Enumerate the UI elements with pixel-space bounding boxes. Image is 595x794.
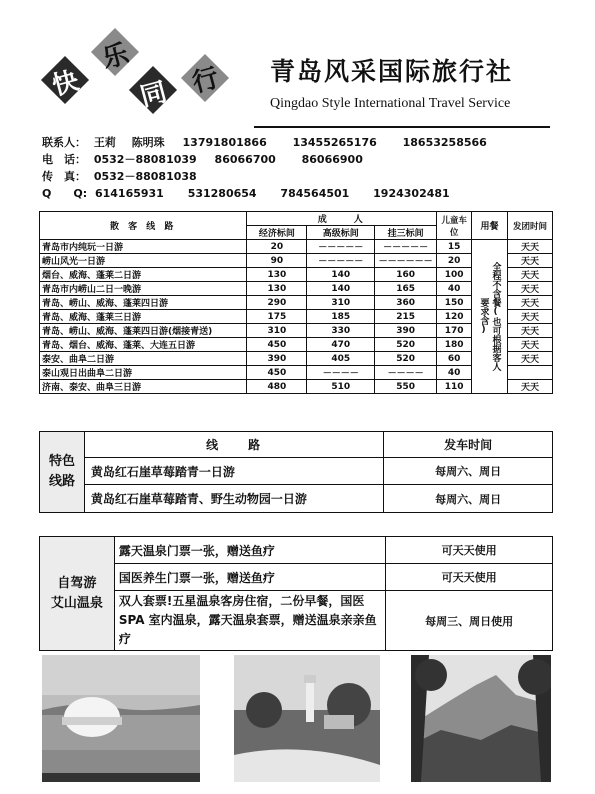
contact-label: 电 话： <box>42 153 86 166</box>
side-label-line: 自驾游 <box>57 575 97 591</box>
featured-header-time: 发车时间 <box>384 432 553 458</box>
side-label-line: 艾山温泉 <box>50 595 103 611</box>
contact-value: 1924302481 <box>373 187 450 200</box>
company-name-en: Qingdao Style International Travel Service <box>270 96 511 111</box>
price-three-star: －－－－－－ <box>375 254 437 268</box>
header-child: 儿童车位 <box>437 212 472 240</box>
price-premium: 470 <box>307 338 375 352</box>
departure-time: 天天 <box>508 254 553 268</box>
price-economy: 130 <box>247 268 307 282</box>
logo-char: 行 <box>189 63 223 99</box>
price-economy: 20 <box>247 240 307 254</box>
contact-phone <box>42 151 363 167</box>
logo-char: 乐 <box>99 39 133 75</box>
header-three-star: 挂三标间 <box>375 226 437 240</box>
header-departure: 发团时间 <box>508 212 553 240</box>
header-premium: 高级标间 <box>307 226 375 240</box>
photo-mountain <box>411 655 551 782</box>
self-drive-side-label <box>40 537 115 651</box>
contact-label: 传 真： <box>42 170 86 183</box>
price-premium: －－－－－ <box>307 254 375 268</box>
featured-routes-table <box>39 431 553 513</box>
contact-value: 0532－88081038 <box>93 170 197 183</box>
price-premium: 510 <box>307 380 375 394</box>
route-name: 崂山风光一日游 <box>40 254 247 268</box>
price-economy: 310 <box>247 324 307 338</box>
departure-time: 天天 <box>508 352 553 366</box>
price-economy: 290 <box>247 296 307 310</box>
price-economy: 450 <box>247 338 307 352</box>
contact-value: 614165931 <box>94 187 164 200</box>
price-child: 110 <box>437 380 472 394</box>
price-economy: 390 <box>247 352 307 366</box>
price-three-star: －－－－ <box>375 366 437 380</box>
photo-bay-dome <box>42 655 200 782</box>
contact-value: 13455265176 <box>292 136 377 149</box>
featured-route: 黄岛红石崖草莓踏青一日游 <box>84 458 383 485</box>
route-name: 青岛、崂山、威海、蓬莱四日游 <box>40 296 247 310</box>
price-three-star: 520 <box>375 338 437 352</box>
price-economy: 90 <box>247 254 307 268</box>
featured-header-route: 线 路 <box>84 432 383 458</box>
contact-value: 13791801866 <box>182 136 267 149</box>
departure-time: 天天 <box>508 338 553 352</box>
contact-value: 王莉 <box>93 136 116 149</box>
departure-time: 天天 <box>508 282 553 296</box>
side-label-line: 线路 <box>48 474 75 489</box>
price-child: 150 <box>437 296 472 310</box>
price-economy: 175 <box>247 310 307 324</box>
price-economy: 130 <box>247 282 307 296</box>
price-child: 120 <box>437 310 472 324</box>
price-three-star: 360 <box>375 296 437 310</box>
departure-time: 天天 <box>508 268 553 282</box>
departure-time: 天天 <box>508 380 553 394</box>
self-drive-desc: 露天温泉门票一张，赠送鱼疗 <box>114 537 385 564</box>
self-drive-time: 可天天使用 <box>386 537 553 564</box>
price-economy: 450 <box>247 366 307 380</box>
price-child: 20 <box>437 254 472 268</box>
route-name: 青岛市内纯玩一日游 <box>40 240 247 254</box>
contact-value: 0532－88081039 <box>93 153 197 166</box>
meal-note <box>472 240 508 394</box>
contact-label: 联系人： <box>42 136 86 149</box>
price-three-star: 160 <box>375 268 437 282</box>
price-three-star: 520 <box>375 352 437 366</box>
header-route: 散 客 线 路 <box>40 212 247 240</box>
self-drive-desc: 国医养生门票一张，赠送鱼疗 <box>114 564 385 591</box>
price-premium: 140 <box>307 282 375 296</box>
company-name-cn: 青岛风采国际旅行社 <box>270 57 514 86</box>
price-economy: 480 <box>247 380 307 394</box>
price-premium: －－－－ <box>307 366 375 380</box>
route-name: 青岛、威海、蓬莱三日游 <box>40 310 247 324</box>
featured-time: 每周六、周日 <box>384 458 553 485</box>
departure-time: 天天 <box>508 310 553 324</box>
departure-time: 天天 <box>508 296 553 310</box>
route-name: 泰山观日出曲阜二日游 <box>40 366 247 380</box>
price-premium: 140 <box>307 268 375 282</box>
featured-side-label <box>40 432 85 513</box>
price-premium: －－－－－ <box>307 240 375 254</box>
price-premium: 185 <box>307 310 375 324</box>
price-child: 100 <box>437 268 472 282</box>
contact-value: 86066700 <box>214 153 276 166</box>
price-child: 40 <box>437 282 472 296</box>
contact-value: 86066900 <box>301 153 363 166</box>
self-drive-time: 可天天使用 <box>386 564 553 591</box>
header-adult: 成 人 <box>247 212 437 226</box>
logo-char: 同 <box>137 77 171 113</box>
header-economy: 经济标间 <box>247 226 307 240</box>
price-three-star: －－－－－ <box>375 240 437 254</box>
contact-value: 陈明珠 <box>131 136 165 149</box>
departure-time <box>508 366 553 380</box>
price-child: 60 <box>437 352 472 366</box>
route-name: 烟台、威海、蓬莱二日游 <box>40 268 247 282</box>
contact-qq <box>42 185 450 201</box>
contact-value: 531280654 <box>187 187 257 200</box>
contact-fax <box>42 168 197 184</box>
price-child: 170 <box>437 324 472 338</box>
price-premium: 405 <box>307 352 375 366</box>
contact-people <box>42 134 487 150</box>
contact-value: 18653258566 <box>402 136 487 149</box>
price-premium: 330 <box>307 324 375 338</box>
route-name: 青岛市内崂山二日一晚游 <box>40 282 247 296</box>
featured-time: 每周六、周日 <box>384 485 553 513</box>
price-three-star: 550 <box>375 380 437 394</box>
departure-time: 天天 <box>508 240 553 254</box>
route-name: 济南、泰安、曲阜三日游 <box>40 380 247 394</box>
header-rule <box>254 126 550 128</box>
price-three-star: 390 <box>375 324 437 338</box>
self-drive-table <box>39 536 553 651</box>
logo-char: 快 <box>49 66 83 102</box>
route-name: 青岛、烟台、威海、蓬莱、大连五日游 <box>40 338 247 352</box>
contact-value: 784564501 <box>280 187 350 200</box>
price-three-star: 215 <box>375 310 437 324</box>
price-three-star: 165 <box>375 282 437 296</box>
price-child: 180 <box>437 338 472 352</box>
header-meal: 用餐 <box>472 212 508 240</box>
self-drive-time: 每周三、周日使用 <box>386 591 553 651</box>
route-name: 泰安、曲阜二日游 <box>40 352 247 366</box>
featured-route: 黄岛红石崖草莓踏青、野生动物园一日游 <box>84 485 383 513</box>
routes-table <box>39 211 553 394</box>
self-drive-desc: 双人套票!五星温泉客房住宿，二份早餐，国医 SPA 室内温泉，露天温泉套票，赠送温泉亲亲鱼疗 <box>114 591 385 651</box>
price-child: 40 <box>437 366 472 380</box>
photo-tower-park <box>234 655 380 782</box>
meal-note-text: 全程不含餐(也可根据客人要求含) <box>478 262 501 371</box>
route-row <box>40 240 553 254</box>
route-name: 青岛、崂山、威海、蓬莱四日游(烟接青送) <box>40 324 247 338</box>
side-label-line: 特色 <box>48 454 75 469</box>
contact-label: Q Q: <box>42 187 88 200</box>
departure-time: 天天 <box>508 324 553 338</box>
price-child: 15 <box>437 240 472 254</box>
price-premium: 310 <box>307 296 375 310</box>
